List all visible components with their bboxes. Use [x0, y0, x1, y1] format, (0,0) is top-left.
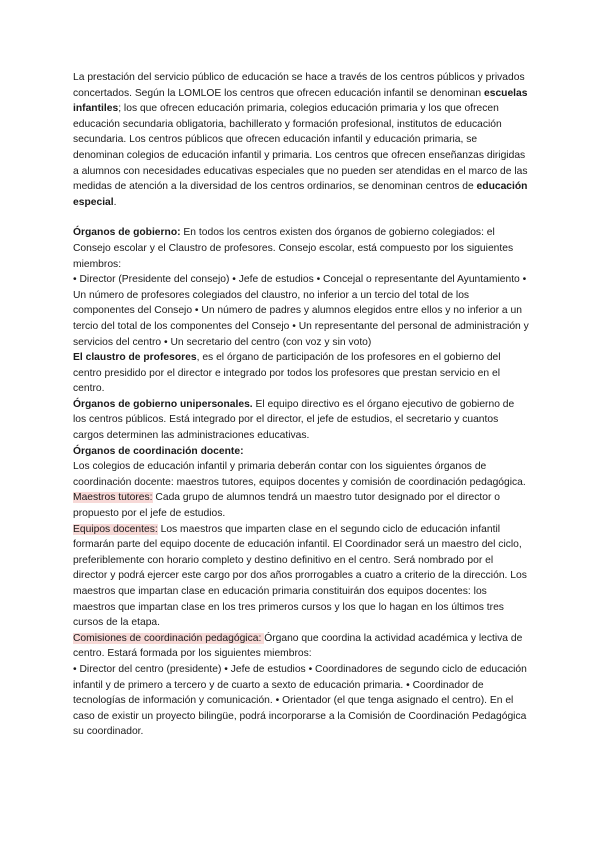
paragraph-spacer [73, 210, 530, 225]
claustro-heading: El claustro de profesores [73, 352, 197, 364]
escuelas-infantiles-term: escuelas infantiles [73, 87, 528, 115]
unipersonales-text: El equipo directivo es el órgano ejecutivo de gobierno de los centros públicos. Está integrado por el director, el jefe de estudios, el secretario y cuantos cargos determinen las administraciones educativas. [73, 398, 515, 442]
equipos-label: Equipos docentes: [73, 523, 158, 535]
claustro-text: , es el órgano de participación de los profesores en el gobierno del centro presidido por el director e integrado por todos los profesores que prestan servicio en el centro. [73, 352, 501, 395]
unipersonales-heading: Órganos de gobierno unipersonales. [73, 398, 253, 410]
organos-gobierno-text: En todos los centros existen dos órganos de gobierno colegiados: el Consejo escolar y el Claustro de profesores. Consejo escolar, está compuesto por los siguientes miembros: [73, 227, 514, 270]
organos-gobierno-heading: Órganos de gobierno: [73, 227, 181, 239]
intro-paragraph [73, 70, 530, 210]
comisiones-label: Comisiones de coordinación pedagógica: [73, 632, 265, 644]
tutores-text: Cada grupo de alumnos tendrá un maestro tutor designado por el director o propuesto por el jefe de estudios. [73, 492, 500, 520]
unipersonales-paragraph [73, 397, 530, 444]
intro-text-1: La prestación del servicio público de educación se hace a través de los centros públicos y privados concertados. Según la LOMLOE los centros que ofrecen educación infantil se denominan [73, 72, 525, 99]
claustro-paragraph [73, 350, 530, 397]
educacion-especial-term: educación especial [73, 181, 528, 208]
coordinacion-paragraph: Los colegios de educación infantil y primaria deberán contar con los siguientes órganos de coordinación docente: maestros tutores, equipos docentes y comisión de coordinación pedagógica. [73, 461, 526, 488]
intro-text-2: ; los que ofrecen educación primaria, colegios educación primaria y los que ofrecen educación secundaria obligatoria, bachillerato y formación profesional, institutos de educación secundaria. Los centros públicos que ofrecen educación infantil y educación primaria, se denominan colegios de educación infantil y primaria. Los centros que ofrecen enseñanzas dirigidas a alumnos con necesidades educativas especiales que no pueden ser atendidas en el marco de las medidas de atención a la diversidad de los centros ordinarios, se denominan centros de [73, 103, 528, 193]
comisiones-members-list: • Director del centro (presidente) • Jefe de estudios • Coordinadores de segundo ciclo de educación infantil y de primero a tercero y de cuarto a sexto de educación primaria. • Coordinador de tecnologías de información y comunicación. • Orientador (el que tenga asignado el centro). En el caso de existir un proyecto bilingüe, podrá incorporarse a la Comisión de Coordinación Pedagógica su coordinador. [73, 663, 527, 738]
coordinacion-heading: Órganos de coordinación docente: [73, 445, 244, 457]
tutores-label: Maestros tutores: [73, 492, 153, 504]
consejo-members-list: • Director (Presidente del consejo) • Jefe de estudios • Concejal o representante del Ayuntamiento • Un número de profesores colegiados del claustro, no inferior a un tercio del total de los componentes del Consejo • Un número de padres y alumnos elegidos entre ellos y no inferior a un tercio del total de los componentes del Consejo • Un representante del personal de administración y servicios del centro • Un secretario del centro (con voz y sin voto) [73, 274, 529, 348]
comisiones-text: Órgano que coordina la actividad académica y lectiva de centro. Estará formada por los siguientes miembros: [73, 632, 523, 660]
equipos-paragraph [73, 522, 530, 631]
organos-gobierno-paragraph [73, 225, 530, 272]
intro-text-3: . [113, 196, 117, 208]
coordinacion-heading-line [73, 444, 530, 460]
comisiones-paragraph [73, 631, 530, 662]
equipos-text: Los maestros que imparten clase en el segundo ciclo de educación infantil formarán parte del equipo docente de educación infantil. El Coordinador será un maestro del ciclo, preferiblemente con horario completo y destino definitivo en el centro. Será nombrado por el director y podrá ejercer este cargo por dos años prorrogables a cuatro a criterio de la dirección. Los maestros que impartan clase en educación primaria constituirán dos equipos docentes: los maestros que impartan clase en los tres primeros cursos y los que lo hagan en los últimos tres cursos de la etapa. [73, 523, 527, 629]
tutores-paragraph [73, 490, 530, 521]
